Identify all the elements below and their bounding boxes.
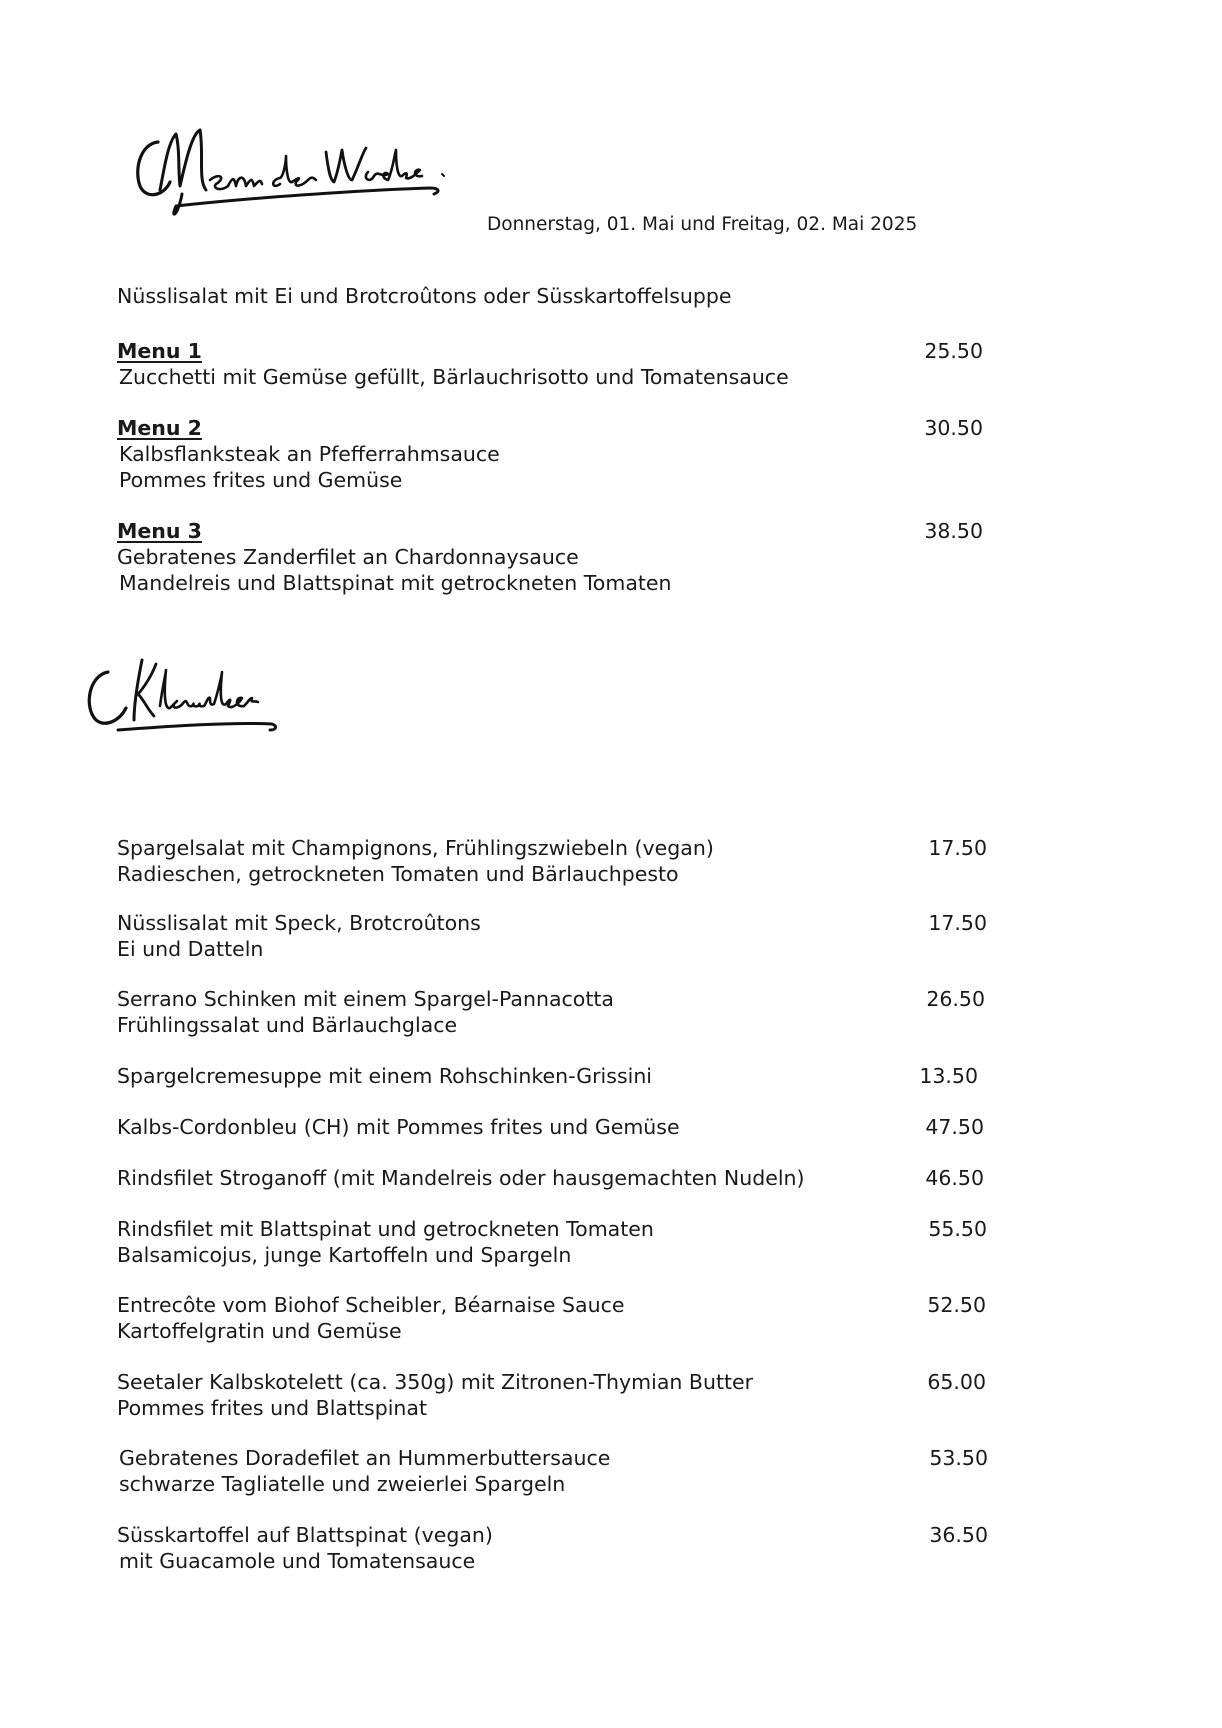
klassiker-item-8-price: 52.50: [927, 1293, 986, 1317]
klassiker-item-8-line-2: Kartoffelgratin und Gemüse: [117, 1319, 402, 1343]
menu-starter: Nüsslisalat mit Ei und Brotcroûtons oder Süsskartoffelsuppe: [117, 284, 732, 308]
klassiker-item-2-line-1: Nüsslisalat mit Speck, Brotcroûtons: [117, 911, 481, 935]
menu-der-woche-handwritten-heading: [130, 120, 470, 230]
klassiker-item-10-line-1: Gebratenes Doradefilet an Hummerbuttersauce: [119, 1446, 611, 1470]
menu-1-price: 25.50: [924, 339, 983, 363]
menu-date: Donnerstag, 01. Mai und Freitag, 02. Mai 2025: [487, 214, 918, 235]
klassiker-item-8-line-1: Entrecôte vom Biohof Scheibler, Béarnaise Sauce: [117, 1293, 625, 1317]
klassiker-item-5-price: 47.50: [925, 1115, 984, 1139]
klassiker-item-6-line-1: Rindsfilet Stroganoff (mit Mandelreis oder hausgemachten Nudeln): [117, 1166, 805, 1190]
menu-1-title: Menu 1: [117, 339, 202, 363]
menu-2-price: 30.50: [924, 416, 983, 440]
klassiker-item-7-line-2: Balsamicojus, junge Kartoffeln und Spargeln: [117, 1243, 572, 1267]
klassiker-item-11-price: 36.50: [929, 1523, 988, 1547]
klassiker-item-5-line-1: Kalbs-Cordonbleu (CH) mit Pommes frites und Gemüse: [117, 1115, 680, 1139]
klassiker-item-3-price: 26.50: [926, 987, 985, 1011]
menu-3-description-line-2: Mandelreis und Blattspinat mit getrockneten Tomaten: [119, 571, 672, 595]
klassiker-item-9-line-2: Pommes frites und Blattspinat: [117, 1396, 428, 1420]
menu-2-description-line-1: Kalbsflanksteak an Pfefferrahmsauce: [119, 442, 500, 466]
klassiker-item-10-line-2: schwarze Tagliatelle und zweierlei Spargeln: [119, 1472, 566, 1496]
klassiker-item-4-line-1: Spargelcremesuppe mit einem Rohschinken-Grissini: [117, 1064, 653, 1088]
menu-1-description: Zucchetti mit Gemüse gefüllt, Bärlauchrisotto und Tomatensauce: [119, 365, 789, 389]
klassiker-item-4-price: 13.50: [919, 1064, 978, 1088]
klassiker-item-6-price: 46.50: [925, 1166, 984, 1190]
klassiker-item-10-price: 53.50: [929, 1446, 988, 1470]
klassiker-item-3-line-2: Frühlingssalat und Bärlauchglace: [117, 1013, 458, 1037]
klassiker-item-7-line-1: Rindsfilet mit Blattspinat und getrockneten Tomaten: [117, 1217, 654, 1241]
menu-3-price: 38.50: [924, 519, 983, 543]
menu-2-description-line-2: Pommes frites und Gemüse: [119, 468, 403, 492]
klassiker-item-11-line-1: Süsskartoffel auf Blattspinat (vegan): [117, 1523, 493, 1547]
menu-3-title: Menu 3: [117, 519, 202, 543]
klassiker-item-9-price: 65.00: [927, 1370, 986, 1394]
klassiker-item-11-line-2: mit Guacamole und Tomatensauce: [119, 1549, 476, 1573]
klassiker-item-1-price: 17.50: [928, 836, 987, 860]
klassiker-item-2-line-2: Ei und Datteln: [117, 937, 264, 961]
klassiker-item-9-line-1: Seetaler Kalbskotelett (ca. 350g) mit Zitronen-Thymian Butter: [117, 1370, 754, 1394]
klassiker-item-1-line-2: Radieschen, getrockneten Tomaten und Bärlauchpesto: [117, 862, 679, 886]
klassiker-handwritten-heading: [82, 650, 282, 750]
menu-3-description-line-1: Gebratenes Zanderfilet an Chardonnaysauce: [117, 545, 579, 569]
klassiker-item-3-line-1: Serrano Schinken mit einem Spargel-Pannacotta: [117, 987, 614, 1011]
klassiker-item-2-price: 17.50: [928, 911, 987, 935]
klassiker-item-1-line-1: Spargelsalat mit Champignons, Frühlingszwiebeln (vegan): [117, 836, 714, 860]
klassiker-item-7-price: 55.50: [928, 1217, 987, 1241]
menu-2-title: Menu 2: [117, 416, 202, 440]
